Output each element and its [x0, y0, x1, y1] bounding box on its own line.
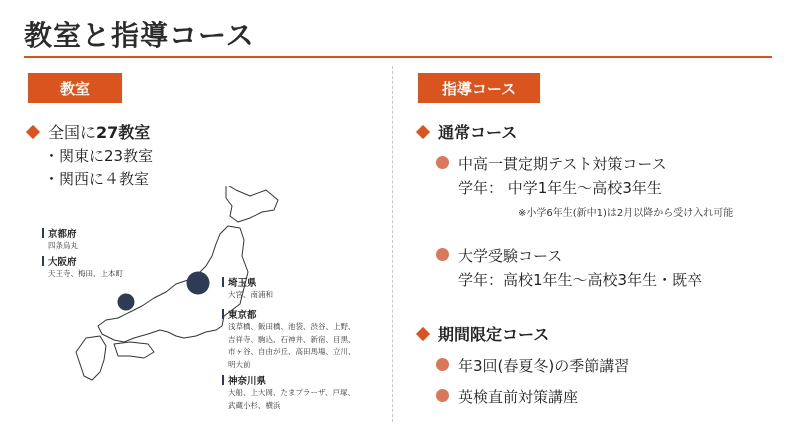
location-bar [222, 309, 224, 319]
kanto-marker [187, 272, 210, 295]
limited-heading-text: 期間限定コース [438, 325, 550, 344]
section-divider [392, 66, 393, 422]
limited-item-text: 英検直前対策講座 [458, 388, 579, 406]
circle-bullet-icon [436, 389, 449, 402]
regular-heading-text: 通常コース [438, 123, 518, 142]
location-schools: 四条烏丸 [48, 241, 78, 250]
course1-name-text: 中高一貫定期テスト対策コース [458, 155, 667, 173]
shikoku-shape [114, 342, 154, 358]
location-saitama [222, 275, 273, 302]
title-rule [24, 56, 772, 58]
location-bar [42, 256, 44, 266]
course2-name-text: 大学受験コース [458, 247, 563, 265]
limited-item-seasonal [436, 355, 629, 376]
kanto-count: ・関東に23教室 [44, 147, 154, 165]
limited-item-eiken [436, 386, 578, 407]
location-tokyo [222, 307, 356, 371]
course1-note: ※小学6年生(新中1)は2月以降から受け入れ可能 [518, 208, 734, 219]
total-count: 27教室 [96, 123, 151, 142]
page-title: 教室と指導コース [24, 19, 255, 52]
circle-bullet-icon [436, 358, 449, 371]
classroom-badge: 教室 [28, 73, 122, 103]
location-name: 埼玉県 [228, 278, 257, 289]
diamond-bullet-icon [416, 124, 430, 138]
location-kanagawa [222, 373, 355, 412]
course2-grade: 学年：高校1年生〜高校3年生・既卒 [458, 271, 703, 289]
location-bar [222, 375, 224, 385]
location-schools: 浅草橋、飯田橋、池袋、渋谷、上野、 [228, 322, 356, 331]
total-classrooms [28, 120, 150, 143]
location-bar [222, 277, 224, 287]
location-schools: 大船、上大岡、たまプラーザ、戸塚、 [228, 388, 355, 397]
location-schools: 天王寺、梅田、上本町 [48, 269, 123, 278]
courses-badge: 指導コース [418, 73, 540, 103]
regular-course-heading [418, 120, 517, 143]
hokkaido-shape [226, 186, 278, 222]
limited-item-text: 年3回(春夏冬)の季節講習 [458, 357, 630, 375]
location-name: 京都府 [48, 229, 77, 240]
location-schools: 明大前 [228, 359, 251, 369]
location-schools: 吉祥寺、駒込、石神井、新宿、目黒、 [228, 334, 356, 344]
location-kyoto [42, 226, 78, 253]
location-name: 東京都 [228, 310, 257, 321]
kansai-marker [118, 294, 135, 311]
location-name: 大阪府 [48, 257, 77, 268]
limited-course-heading [418, 322, 549, 345]
course1-name [436, 153, 667, 174]
kyushu-shape [76, 336, 106, 380]
location-schools: 大宮、南浦和 [228, 290, 273, 299]
course2-name [436, 245, 562, 266]
diamond-bullet-icon [26, 124, 40, 138]
circle-bullet-icon [436, 156, 449, 169]
diamond-bullet-icon [416, 326, 430, 340]
kansai-count: ・関西に４教室 [44, 170, 150, 188]
circle-bullet-icon [436, 248, 449, 261]
location-schools: 市ヶ谷、自由が丘、高田馬場、立川、 [228, 347, 356, 356]
total-prefix: 全国に [48, 123, 97, 142]
location-schools: 武蔵小杉、横浜 [228, 400, 281, 410]
location-bar [42, 228, 44, 238]
course1-grade: 学年： 中学1年生〜高校3年生 [458, 179, 662, 197]
location-name: 神奈川県 [228, 376, 267, 387]
location-osaka [42, 254, 123, 281]
